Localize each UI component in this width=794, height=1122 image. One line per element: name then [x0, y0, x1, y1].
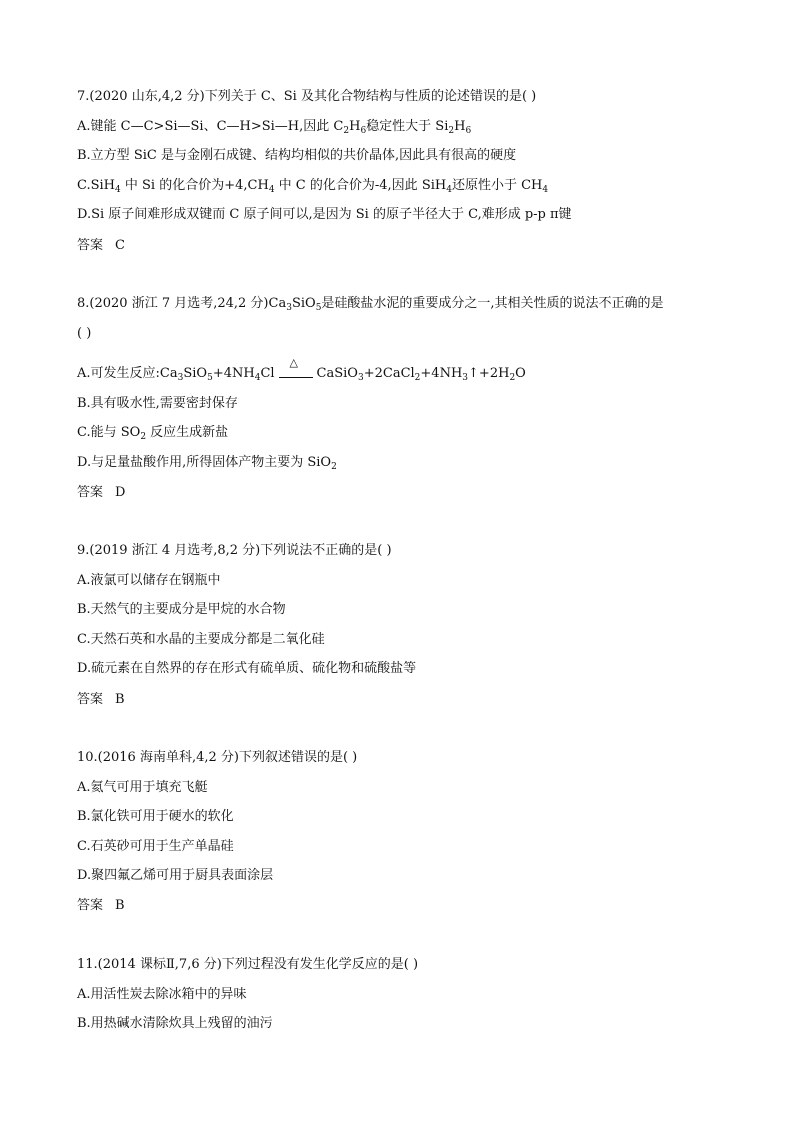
question-10-option-a: A.氦气可用于填充飞艇 — [77, 780, 208, 795]
question-10-stem: 10.(2016 海南单科,4,2 分)下列叙述错误的是( ) — [77, 750, 358, 765]
answer-label: 答案 — [77, 898, 104, 913]
answer-label: 答案 — [77, 238, 104, 253]
question-8-option-c: C.能与 $SO_2$ 反应生成新盐 — [77, 425, 229, 442]
question-9-option-c: C.天然石英和水晶的主要成分都是二氧化硅 — [77, 632, 325, 647]
question-7-option-c: C.SiH$_4$ 中 Si 的化合价为$+4,CH_4$ 中 C 的化合价为-4,因此 SiH$_4$还原性小于 $CH_4$ — [77, 178, 549, 195]
question-8-option-a: A.可发生反应$:Ca_3SiO_5+4NH_4Cl$ △ $CaSiO_3+2CaCl_2+4NH_3↑+2H_2O$ — [77, 355, 526, 383]
answer-label: 答案 — [77, 485, 104, 500]
heat-condition-icon: △ — [289, 355, 299, 369]
question-10-option-d: D.聚四氟乙烯可用于厨具表面涂层 — [77, 868, 274, 883]
question-9-stem: 9.(2019 浙江 4 月选考,8,2 分)下列说法不正确的是( ) — [77, 543, 392, 558]
answer-label: 答案 — [77, 692, 104, 707]
question-8-option-d: D.与足量盐酸作用,所得固体产物主要为 SiO$_2$ — [77, 455, 337, 472]
question-8-stem: 8.(2020 浙江 7 月选考,24,2 分)$Ca_3SiO_5$是硅酸盐水泥的重要成分之一,其相关性质的说法不正确的是 — [77, 296, 664, 313]
question-10-option-c: C.石英砂可用于生产单晶硅 — [77, 839, 234, 854]
question-7-option-a: A.键能 C—C>Si—Si、C—H>Si—H,因此 $C_2H_6$稳定性大于 $Si_2H_6$ — [77, 119, 472, 136]
question-9-option-d: D.硫元素在自然界的存在形式有硫单质、硫化物和硫酸盐等 — [77, 661, 417, 676]
question-9-answer — [77, 692, 125, 708]
answer-value: B — [115, 898, 125, 913]
reaction-arrow — [279, 355, 313, 379]
question-7-option-d: D.Si 原子间难形成双键而 C 原子间可以,是因为 Si 的原子半径大于 C,难形成 p-p π键 — [77, 207, 572, 222]
answer-value: C — [115, 238, 125, 253]
question-8-stem-bracket: ( ) — [77, 326, 92, 341]
question-9-option-a: A.液氯可以储存在钢瓶中 — [77, 573, 221, 588]
question-10-option-b: B.氯化铁可用于硬水的软化 — [77, 809, 234, 824]
answer-value: B — [115, 692, 125, 707]
question-7-answer — [77, 238, 125, 254]
question-10-answer — [77, 898, 125, 914]
question-11-stem: 11.(2014 课标Ⅱ,7,6 分)下列过程没有发生化学反应的是( ) — [77, 957, 419, 972]
question-7-option-b: B.立方型 SiC 是与金刚石成键、结构均相似的共价晶体,因此具有很高的硬度 — [77, 148, 517, 163]
question-8-option-b: B.具有吸水性,需要密封保存 — [77, 396, 238, 411]
question-7-stem: 7.(2020 山东,4,2 分)下列关于 C、Si 及其化合物结构与性质的论述错误的是( ) — [77, 89, 537, 104]
question-11-option-b: B.用热碱水清除炊具上残留的油污 — [77, 1016, 273, 1031]
answer-value: D — [115, 485, 126, 500]
question-11-option-a: A.用活性炭去除冰箱中的异味 — [77, 987, 247, 1002]
question-9-option-b: B.天然气的主要成分是甲烷的水合物 — [77, 602, 286, 617]
question-8-answer — [77, 485, 125, 501]
